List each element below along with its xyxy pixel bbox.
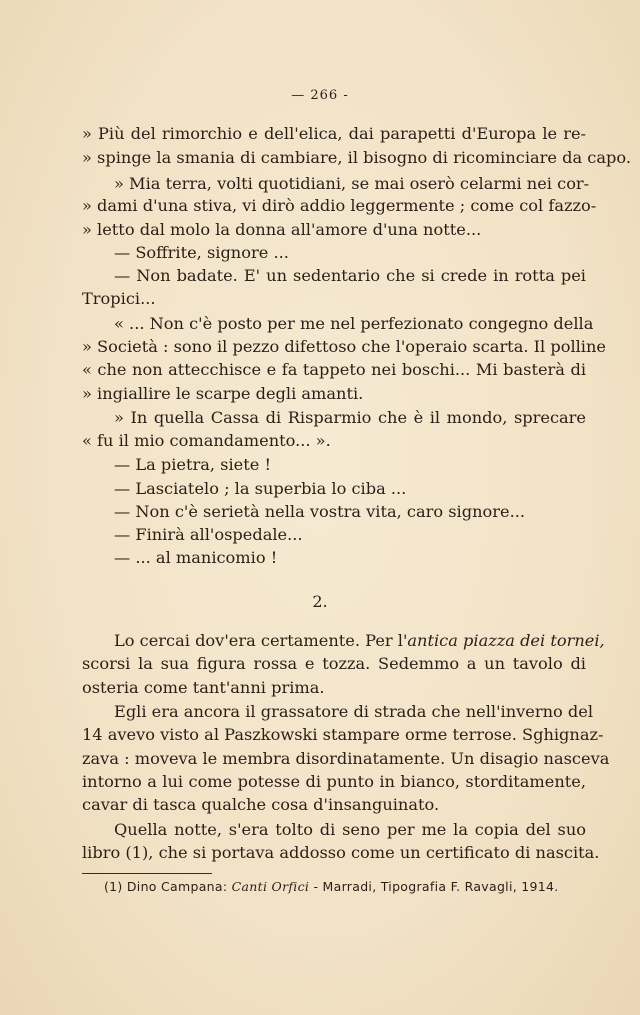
- text-line: » letto dal molo la donna all'amore d'una notte...: [82, 220, 482, 239]
- text-line: « ... Non c'è posto per me nel perfezionato congegno della: [114, 314, 594, 333]
- text-line: » Più del rimorchio e dell'elica, dai parapetti d'Europa le re-: [82, 124, 586, 143]
- text-line: [114, 631, 605, 651]
- footnote: [104, 879, 584, 895]
- text-line: » spinge la smania di cambiare, il bisogno di ricominciare da capo.: [82, 148, 631, 167]
- text-line: — Non c'è serietà nella vostra vita, caro signore...: [114, 502, 526, 521]
- text-line: — Soffrite, signore ...: [114, 243, 289, 262]
- text-line: Egli era ancora il grassatore di strada che nell'inverno del: [114, 702, 594, 721]
- italic-text: antica piazza dei tornei,: [407, 631, 605, 650]
- text-line: « che non attecchisce e fa tappeto nei boschi... Mi basterà di: [82, 360, 586, 379]
- footnote-divider: [82, 873, 212, 874]
- text-line: » In quella Cassa di Risparmio che è il mondo, sprecare: [114, 408, 586, 427]
- footnote-prefix: (1) Dino Campana:: [104, 879, 232, 894]
- text-line: Quella notte, s'era tolto di seno per me la copia del suo: [114, 820, 586, 839]
- page-number: — 266 -: [291, 88, 349, 103]
- text-line: — Lasciatelo ; la superbia lo ciba ...: [114, 479, 407, 498]
- text-line: intorno a lui come potesse di punto in bianco, storditamente,: [82, 772, 586, 791]
- text-line: « fu il mio comandamento... ».: [82, 431, 331, 450]
- text-line: scorsi la sua figura rossa e tozza. Sedemmo a un tavolo di: [82, 654, 586, 673]
- text-segment: Lo cercai dov'era certamente. Per l': [114, 631, 408, 650]
- text-line: — Finirà all'ospedale...: [114, 525, 303, 544]
- text-line: — Non badate. E' un sedentario che si crede in rotta pei: [114, 266, 586, 285]
- text-line: » ingiallire le scarpe degli amanti.: [82, 384, 364, 403]
- text-line: » Società : sono il pezzo difettoso che l'operaio scarta. Il polline: [82, 337, 606, 356]
- text-line: — ... al manicomio !: [114, 548, 278, 567]
- section-number: 2.: [312, 592, 328, 611]
- text-line: Tropici...: [82, 289, 156, 308]
- text-line: libro (1), che si portava addosso come un certificato di nascita.: [82, 843, 600, 862]
- text-line: 14 avevo visto al Paszkowski stampare orme terrose. Sghignaz-: [82, 725, 604, 744]
- text-line: » dami d'una stiva, vi dirò addio leggermente ; come col fazzo-: [82, 196, 597, 215]
- text-line: osteria come tant'anni prima.: [82, 678, 325, 697]
- text-line: » Mia terra, volti quotidiani, se mai oserò celarmi nei cor-: [114, 174, 590, 193]
- text-line: — La pietra, siete !: [114, 455, 271, 474]
- text-line: zava : moveva le membra disordinatamente. Un disagio nasceva: [82, 749, 610, 768]
- footnote-title: Canti Orfici: [231, 879, 310, 894]
- footnote-suffix: - Marradi, Tipografia F. Ravagli, 1914.: [309, 879, 559, 894]
- text-line: cavar di tasca qualche cosa d'insanguinato.: [82, 795, 440, 814]
